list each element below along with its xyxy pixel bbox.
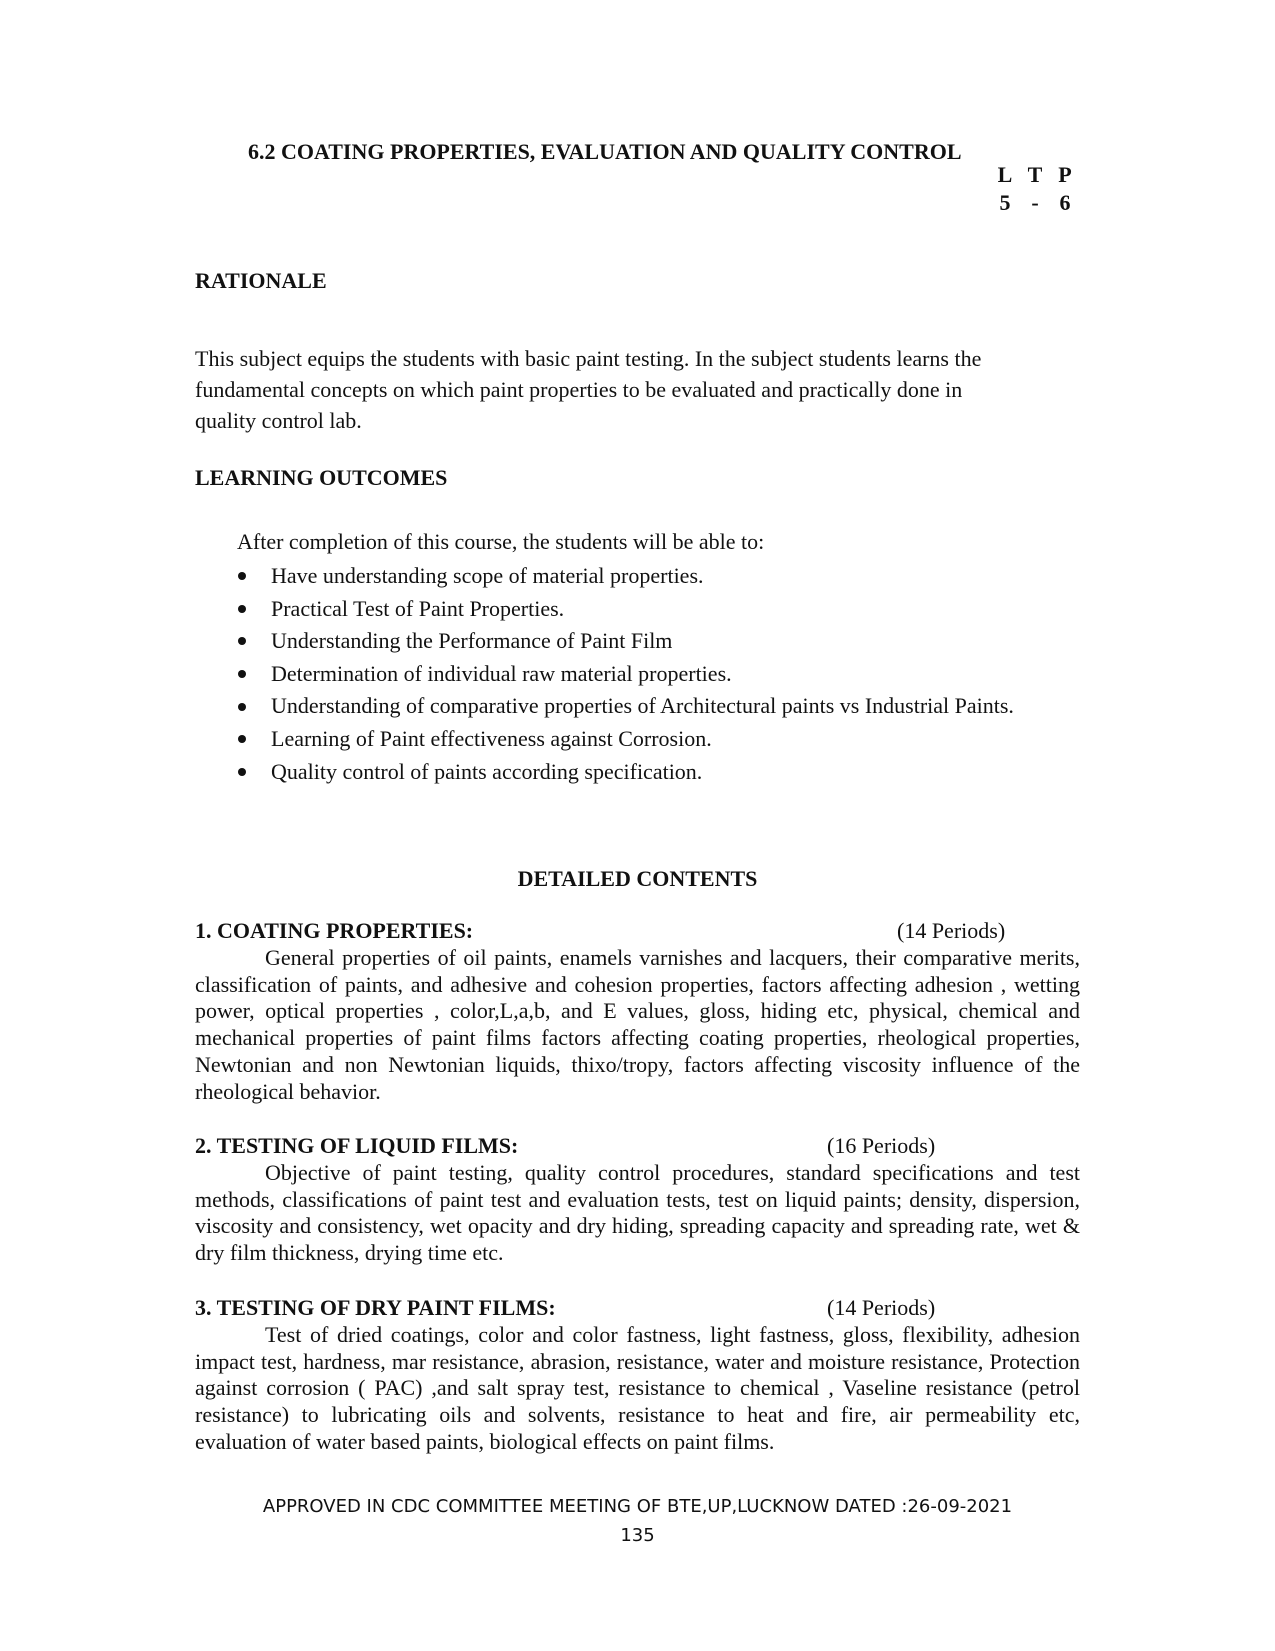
section-2-title: 2. TESTING OF LIQUID FILMS: bbox=[195, 1133, 519, 1158]
bullet-icon bbox=[238, 605, 246, 613]
list-item: Practical Test of Paint Properties. bbox=[232, 593, 1014, 626]
section-3-title: 3. TESTING OF DRY PAINT FILMS: bbox=[195, 1295, 556, 1320]
learning-outcomes-list bbox=[232, 560, 1014, 788]
ltp-value-p: 6 bbox=[1059, 190, 1071, 215]
section-2-periods: (16 Periods) bbox=[827, 1133, 936, 1158]
list-item: Learning of Paint effectiveness against Corrosion. bbox=[232, 723, 1014, 756]
section-2-body: Objective of paint testing, quality control procedures, standard specifications and test methods, classifications of paint test and evaluation tests, test on liquid paints; density, dispersion, viscosity and consistency, wet opacity and dry hiding, spreading capacity and spreading rate, wet & dry film thickness, drying time etc. bbox=[195, 1160, 1080, 1266]
list-item: Quality control of paints according specification. bbox=[232, 756, 1014, 789]
rationale-line: This subject equips the students with basic paint testing. In the subject students learns the bbox=[195, 346, 982, 371]
ltp-values bbox=[990, 190, 1080, 216]
list-item: Understanding the Performance of Paint Film bbox=[232, 625, 1014, 658]
course-title: 6.2 COATING PROPERTIES, EVALUATION AND QUALITY CONTROL bbox=[248, 139, 962, 164]
rationale-line: fundamental concepts on which paint properties to be evaluated and practically done in bbox=[195, 377, 963, 402]
rationale-heading: RATIONALE bbox=[195, 268, 327, 293]
bullet-icon bbox=[238, 572, 246, 580]
ltp-label-p: P bbox=[1058, 162, 1072, 187]
bullet-icon bbox=[238, 637, 246, 645]
list-item: Understanding of comparative properties of Architectural paints vs Industrial Paints. bbox=[232, 690, 1014, 723]
detailed-contents-heading: DETAILED CONTENTS bbox=[517, 866, 758, 891]
learning-outcomes-heading: LEARNING OUTCOMES bbox=[195, 465, 448, 490]
rationale-line: quality control lab. bbox=[195, 408, 362, 433]
list-item: Determination of individual raw material properties. bbox=[232, 658, 1014, 691]
bullet-icon bbox=[238, 735, 246, 743]
ltp-value-t: - bbox=[1031, 190, 1039, 215]
rationale-text bbox=[195, 343, 1055, 436]
page-number: 135 bbox=[620, 1525, 655, 1546]
section-3-body: Test of dried coatings, color and color fastness, light fastness, gloss, flexibility, adhesion impact test, hardness, mar resistance, abrasion, resistance, water and moisture resistance, Protection against corrosion ( PAC) ,and salt spray test, resistance to chemical , Vaseline resistance (petrol resistance) to lubricating oils and solvents, resistance to heat and fire, air permeability etc, evaluation of water based paints, biological effects on paint films. bbox=[195, 1322, 1080, 1454]
section-1-body: General properties of oil paints, enamels varnishes and lacquers, their comparative merits, classification of paints, and adhesive and cohesion properties, factors affecting adhesion , wetting power, optical properties , color,L,a,b, and E values, gloss, hiding etc, physical, chemical and mechanical properties of paint films factors affecting coating properties, rheological properties, Newtonian and non Newtonian liquids, thixo/tropy, factors affecting viscosity influence of the rheological behavior. bbox=[195, 945, 1080, 1104]
ltp-label-l: L bbox=[997, 162, 1013, 187]
approval-footer: APPROVED IN CDC COMMITTEE MEETING OF BTE,UP,LUCKNOW DATED :26-09-2021 bbox=[262, 1496, 1013, 1517]
list-item: Have understanding scope of material properties. bbox=[232, 560, 1014, 593]
ltp-labels bbox=[990, 162, 1080, 188]
section-3-periods: (14 Periods) bbox=[827, 1295, 936, 1320]
learning-outcomes-intro: After completion of this course, the students will be able to: bbox=[237, 529, 765, 554]
section-1-periods: (14 Periods) bbox=[897, 918, 1006, 943]
ltp-value-l: 5 bbox=[999, 190, 1011, 215]
bullet-icon bbox=[238, 670, 246, 678]
bullet-icon bbox=[238, 768, 246, 776]
bullet-icon bbox=[238, 703, 246, 711]
ltp-label-t: T bbox=[1027, 162, 1043, 187]
section-1-title: 1. COATING PROPERTIES: bbox=[195, 918, 474, 943]
